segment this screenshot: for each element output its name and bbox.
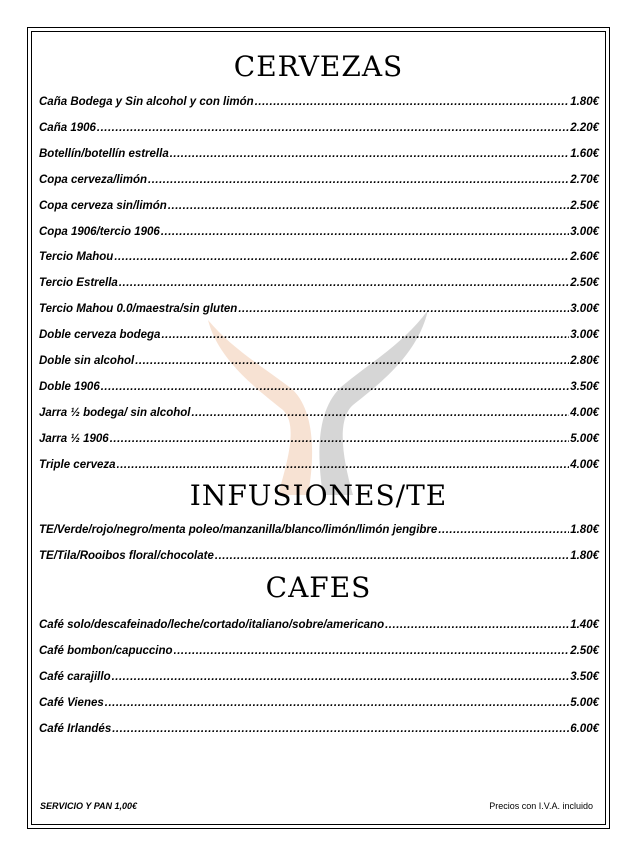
menu-item-price: 2.70€ bbox=[570, 173, 599, 186]
menu-item-name: Copa cerveza sin/limón bbox=[39, 199, 167, 212]
menu-item-name: Café bombon/capuccino bbox=[39, 645, 173, 657]
dot-leader bbox=[105, 696, 569, 710]
menu-item-name: Tercio Estrella bbox=[39, 277, 118, 290]
footer-tax-note: Precios con I.V.A. incluido bbox=[489, 801, 593, 811]
menu-item-row bbox=[39, 121, 599, 135]
dot-leader bbox=[215, 549, 569, 563]
menu-item-price: 2.80€ bbox=[570, 355, 599, 367]
menu-item-price: 2.20€ bbox=[570, 121, 599, 134]
menu-item-row bbox=[39, 722, 599, 736]
menu-item-price: 1.80€ bbox=[570, 524, 599, 536]
menu-item-row bbox=[39, 644, 599, 658]
menu-item-price: 3.50€ bbox=[570, 380, 599, 393]
dot-leader bbox=[255, 95, 570, 109]
dot-leader bbox=[385, 618, 569, 632]
menu-item-price: 3.50€ bbox=[570, 671, 599, 683]
menu-item-name: Caña 1906 bbox=[39, 121, 96, 134]
menu-item-row bbox=[39, 199, 599, 213]
section-title-infusiones: INFUSIONES/TE bbox=[189, 479, 448, 512]
dot-leader bbox=[174, 644, 570, 658]
menu-item-row bbox=[39, 432, 599, 446]
dot-leader bbox=[170, 147, 570, 161]
dot-leader bbox=[117, 458, 570, 472]
menu-item-price: 4.00€ bbox=[570, 406, 599, 419]
menu-item-row bbox=[39, 250, 599, 264]
menu-item-name: Café solo/descafeinado/leche/cortado/italiano/sobre/americano bbox=[39, 619, 385, 631]
menu-item-name: TE/Verde/rojo/negro/menta poleo/manzanilla/blanco/limón/limón jengibre bbox=[39, 524, 438, 536]
section-title-cafes: CAFES bbox=[265, 571, 372, 604]
menu-item-name: Doble cerveza bodega bbox=[39, 329, 161, 342]
menu-item-row bbox=[39, 225, 599, 239]
dot-leader bbox=[97, 121, 569, 135]
menu-item-price: 3.00€ bbox=[570, 225, 599, 238]
menu-item-price: 3.00€ bbox=[570, 303, 599, 316]
dot-leader bbox=[168, 199, 569, 213]
menu-item-price: 2.50€ bbox=[570, 199, 599, 212]
dot-leader bbox=[101, 380, 569, 394]
dot-leader bbox=[161, 328, 569, 342]
menu-item-price: 1.60€ bbox=[570, 147, 599, 160]
menu-item-row bbox=[39, 302, 599, 316]
dot-leader bbox=[135, 354, 569, 368]
menu-item-price: 2.50€ bbox=[570, 277, 599, 290]
menu-item-name: Botellín/botellín estrella bbox=[39, 147, 169, 160]
dot-leader bbox=[114, 250, 569, 264]
dot-leader bbox=[148, 173, 569, 187]
menu-item-price: 2.60€ bbox=[570, 251, 599, 264]
menu-item-name: Doble 1906 bbox=[39, 380, 100, 393]
menu-item-name: Triple cerveza bbox=[39, 458, 116, 471]
menu-item-name: Café Vienes bbox=[39, 697, 104, 709]
menu-item-row bbox=[39, 173, 599, 187]
menu-item-name: Copa 1906/tercio 1906 bbox=[39, 225, 160, 238]
dot-leader bbox=[112, 670, 570, 684]
dot-leader bbox=[112, 722, 569, 736]
menu-item-row bbox=[39, 406, 599, 420]
menu-item-price: 5.00€ bbox=[570, 432, 599, 445]
menu-item-price: 2.50€ bbox=[570, 645, 599, 657]
menu-item-row bbox=[39, 276, 599, 290]
menu-item-row bbox=[39, 354, 599, 368]
menu-item-row bbox=[39, 380, 599, 394]
dot-leader bbox=[438, 523, 569, 537]
section-title-cervezas: CERVEZAS bbox=[233, 50, 404, 83]
menu-item-price: 4.00€ bbox=[570, 458, 599, 471]
menu-item-row bbox=[39, 696, 599, 710]
menu-item-name: Jarra ½ bodega/ sin alcohol bbox=[39, 406, 191, 419]
menu-item-price: 5.00€ bbox=[570, 697, 599, 709]
menu-item-name: Doble sin alcohol bbox=[39, 355, 135, 367]
menu-item-name: Tercio Mahou bbox=[39, 251, 114, 264]
menu-item-row bbox=[39, 328, 599, 342]
menu-item-name: Jarra ½ 1906 bbox=[39, 432, 109, 445]
menu-item-price: 3.00€ bbox=[570, 329, 599, 342]
menu-item-name: TE/Tila/Rooibos floral/chocolate bbox=[39, 550, 214, 562]
menu-item-price: 6.00€ bbox=[570, 723, 599, 735]
menu-item-price: 1.80€ bbox=[570, 550, 599, 562]
menu-item-name: Copa cerveza/limón bbox=[39, 173, 148, 186]
menu-item-price: 1.80€ bbox=[570, 96, 599, 108]
menu-item-name: Café Irlandés bbox=[39, 723, 112, 735]
menu-item-name: Caña Bodega y Sin alcohol y con limón bbox=[39, 96, 254, 108]
dot-leader bbox=[191, 406, 569, 420]
menu-item-name: Tercio Mahou 0.0/maestra/sin gluten bbox=[39, 303, 238, 316]
menu-item-row bbox=[39, 458, 599, 472]
menu-item-row bbox=[39, 147, 599, 161]
dot-leader bbox=[119, 276, 569, 290]
menu-item-name: Café carajillo bbox=[39, 671, 111, 683]
menu-item-row bbox=[39, 523, 599, 537]
dot-leader bbox=[110, 432, 570, 446]
menu-item-price: 1.40€ bbox=[570, 619, 599, 631]
footer-service-charge: SERVICIO Y PAN 1,00€ bbox=[40, 801, 138, 811]
menu-item-row bbox=[39, 95, 599, 109]
dot-leader bbox=[238, 302, 569, 316]
menu-item-row bbox=[39, 670, 599, 684]
menu-item-row bbox=[39, 549, 599, 563]
dot-leader bbox=[161, 225, 569, 239]
menu-item-row bbox=[39, 618, 599, 632]
